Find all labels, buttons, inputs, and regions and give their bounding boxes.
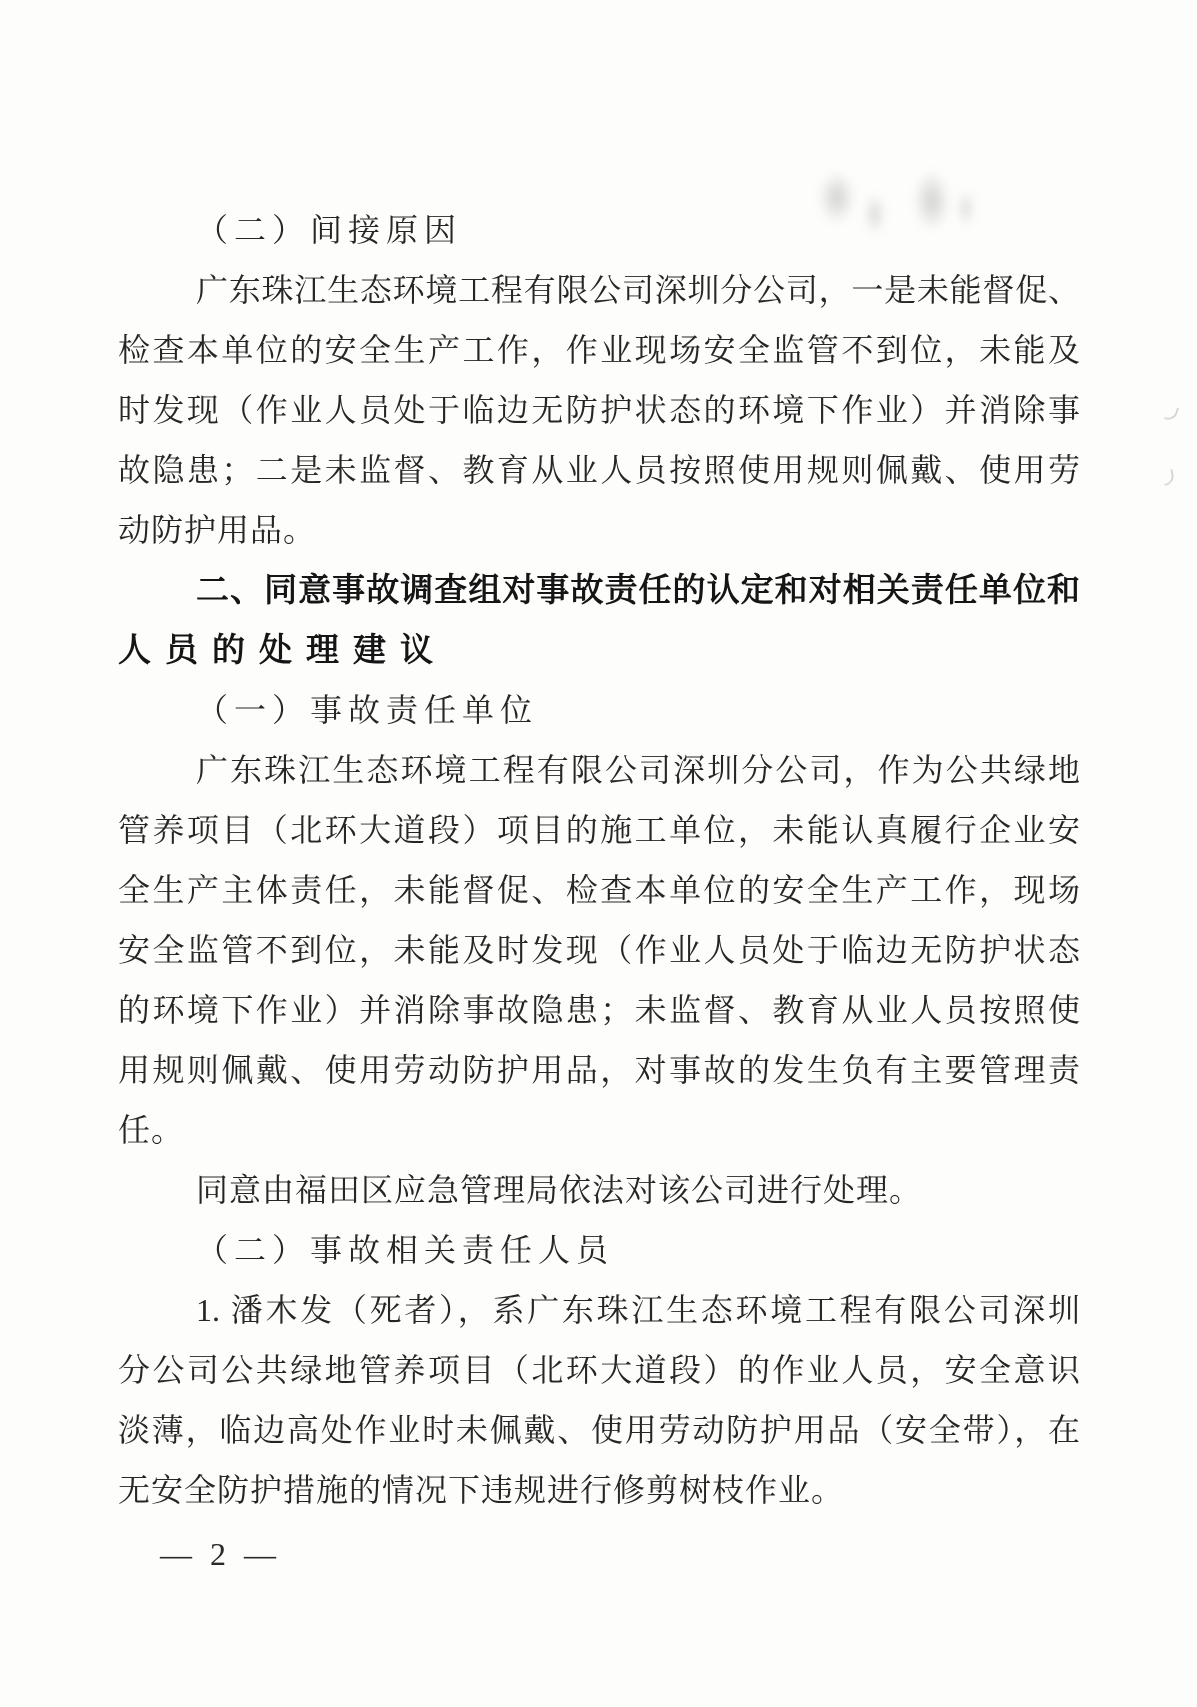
paragraph-line: 同意由福田区应急管理局依法对该公司进行处理。 — [196, 1172, 923, 1208]
page-number: — 2 — — [160, 1536, 276, 1572]
paragraph-line: 1. 潘木发（死者），系广东珠江生态环境工程有限公司深圳 — [196, 1292, 1080, 1328]
paragraph-line: 安全监管不到位，未能及时发现（作业人员处于临边无防护状态 — [118, 932, 1080, 968]
subsection-heading-responsible-unit: （一）事故责任单位 — [196, 692, 539, 728]
paragraph-line: 检查本单位的安全生产工作，作业现场安全监管不到位，未能及 — [118, 332, 1080, 368]
section-heading-line-2: 人员的处理建议 — [118, 631, 447, 668]
paragraph-line: 广东珠江生态环境工程有限公司深圳分公司，一是未能督促、 — [196, 272, 1080, 308]
subsection-heading-responsible-persons: （二）事故相关责任人员 — [196, 1232, 615, 1268]
paragraph-line: 全生产主体责任，未能督促、检查本单位的安全生产工作，现场 — [118, 872, 1080, 908]
paragraph-line: 无安全防护措施的情况下违规进行修剪树枝作业。 — [118, 1472, 845, 1508]
paragraph-line: 广东珠江生态环境工程有限公司深圳分公司，作为公共绿地 — [196, 752, 1080, 788]
paragraph-line: 管养项目（北环大道段）项目的施工单位，未能认真履行企业安 — [118, 812, 1080, 848]
section-heading-line-1: 二、同意事故调查组对事故责任的认定和对相关责任单位和 — [196, 571, 1080, 608]
subsection-heading-indirect-causes: （二）间接原因 — [196, 212, 463, 248]
scan-speck — [1162, 469, 1176, 486]
paragraph-line: 任。 — [118, 1112, 185, 1148]
document-body — [118, 200, 1080, 1520]
paragraph-line: 故隐患；二是未监督、教育从业人员按照使用规则佩戴、使用劳 — [118, 452, 1080, 488]
paragraph-line: 动防护用品。 — [118, 512, 317, 548]
paragraph-line: 分公司公共绿地管养项目（北环大道段）的作业人员，安全意识 — [118, 1352, 1080, 1388]
scan-speck — [1164, 405, 1179, 423]
paragraph-line: 的环境下作业）并消除事故隐患；未监督、教育从业人员按照使 — [118, 992, 1080, 1028]
paragraph-line: 时发现（作业人员处于临边无防护状态的环境下作业）并消除事 — [118, 392, 1080, 428]
paragraph-line: 淡薄，临边高处作业时未佩戴、使用劳动防护用品（安全带），在 — [118, 1412, 1080, 1448]
paragraph-line: 用规则佩戴、使用劳动防护用品，对事故的发生负有主要管理责 — [118, 1052, 1080, 1088]
